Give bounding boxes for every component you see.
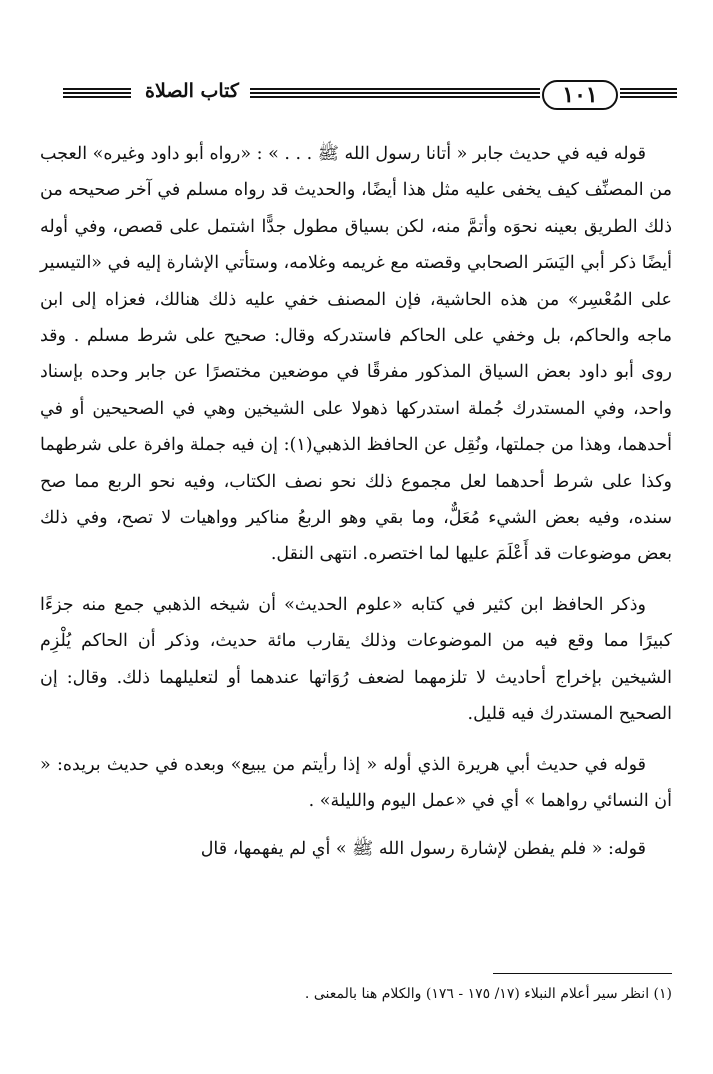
page-header	[55, 72, 677, 122]
footnote-divider	[493, 973, 672, 974]
book-title: كتاب الصلاة	[145, 80, 239, 102]
main-text	[40, 136, 672, 868]
paragraph: قوله في حديث أبي هريرة الذي أوله « إذا رأيتم من يبيع» وبعده في حديث بريده: « أن النسائي رواهما » أي في «عمل اليوم والليلة» .	[40, 754, 672, 811]
paragraph: قوله فيه في حديث جابر « أتانا رسول الله ﷺ . . . » : «رواه أبو داود وغيره» العجب من المصنِّف كيف يخفى عليه مثل هذا أيضًا، والحديث قد رواه مسلم في آخر صحيحه من ذلك الطريق بعينه نحوَه وأتمَّ منه، لكن بسياق مطول جدًّا اشتمل على قصص، وفي أوله أيضًا ذكر أبي اليَسَر الصحابي وقصته مع غريمه وغلامه، وستأتي الإشارة إليه في «التيسير على المُعْسِر» من هذه الحاشية، فإن المصنف خفي عليه ذلك هنالك، فعزاه إلى ابن ماجه والحاكم، بل وخفي على الحاكم فاستدركه وقال: صحيح على شرط مسلم . وقد روى أبو داود بعض السياق المذكور مفرقًا في موضعين مختصرًا عن جابر وحده بإسناد واحد، وفي المستدرك جُملة استدركها ذهولا على الشيخين وهي في الصحيحين أو في أحدهما، وهذا من جملتها، ونُقِل عن الحافظ الذهبي(١): إن فيه جملة وافرة على شرطهما وكذا على شرط أحدهما لعل مجموع ذلك نحو نصف الكتاب، وفيه نحو الربع مما صح سنده، وفيه بعض الشيء مُعَلٌّ، وما بقي وهو الربعُ مناكير وواهيات لا تصح، وفي ذلك بعض موضوعات قد أَعْلَمَ عليها لما اختصره. انتهى النقل.	[39, 144, 672, 565]
header-rule-right	[620, 88, 677, 100]
header-rule-left	[63, 88, 131, 100]
page-number: ١٠١	[542, 80, 618, 110]
paragraph: وذكر الحافظ ابن كثير في كتابه «علوم الحديث» أن شيخه الذهبي جمع منه جزءًا كبيرًا مما وقع فيه من الموضوعات وذلك يقارب مائة حديث، وذكر أن الحاكم يُلْزِم الشيخين بإخراج أحاديث لا تلزمهما لضعف رُوَاتها عندهما أو لتعليلهما ذلك. وقال: إن الصحيح المستدرك فيه قليل.	[40, 594, 672, 725]
header-rule-middle	[250, 88, 540, 100]
footnote: (١) انظر سير أعلام النبلاء (١٧/ ١٧٥ - ١٧٦) والكلام هنا بالمعنى .	[304, 986, 672, 1002]
paragraph: قوله: « فلم يفطن لإشارة رسول الله ﷺ » أي لم يفهمها، قال	[200, 839, 646, 860]
